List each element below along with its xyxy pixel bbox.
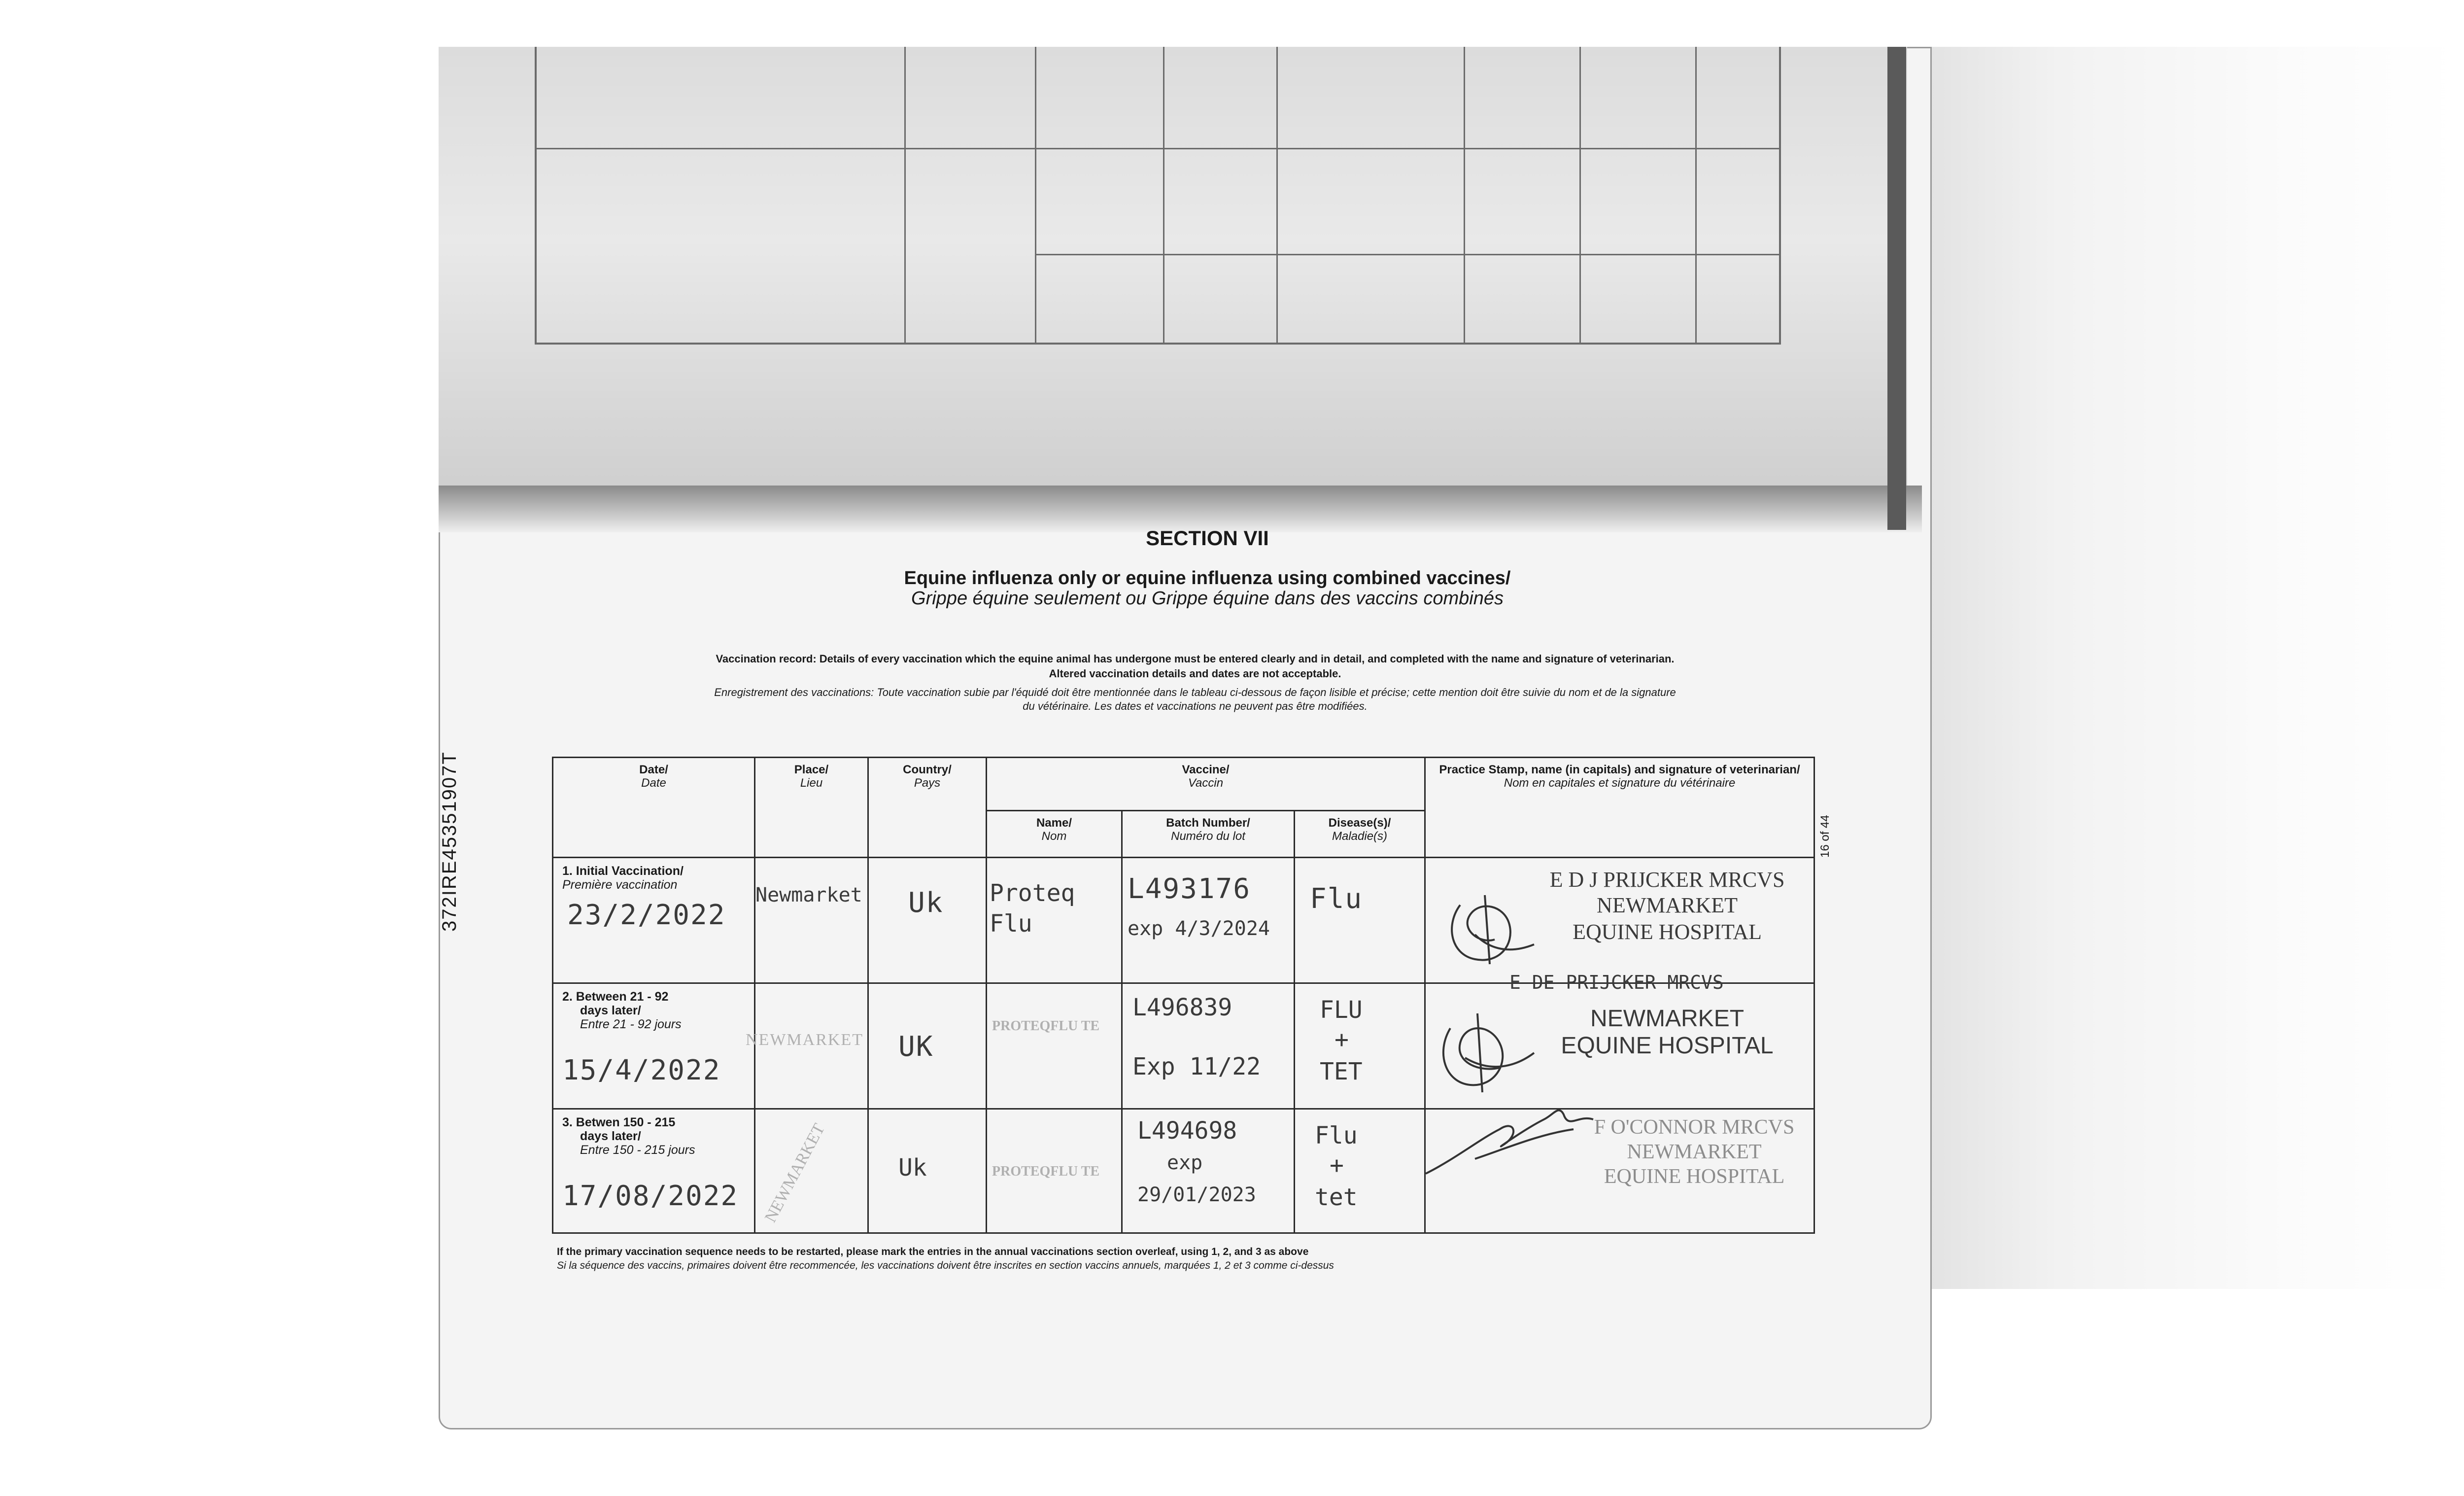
row2-practice-1: NEWMARKET — [1590, 1006, 1745, 1032]
row-label: 3. Betwen 150 - 215 — [562, 1115, 676, 1129]
row3-vet-name: F O'CONNOR MRCVS — [1594, 1116, 1795, 1139]
instructions-en: Vaccination record: Details of every vaccination which the equine animal has undergone must be entered clearly and in detail, and completed with the name and signature of veterinarian. — [716, 653, 1675, 665]
row1-practice-2: EQUINE HOSPITAL — [1573, 920, 1762, 944]
mirrored-rule — [1276, 47, 1278, 343]
row3-place: NEWMARKET — [761, 1120, 829, 1226]
spine-shadow — [1887, 47, 1906, 530]
row1-country-cell — [868, 858, 987, 983]
row2-vet-name: E DE PRIJCKER MRCVS — [1509, 972, 1724, 993]
table-row — [553, 983, 1814, 1109]
binding-shadow — [439, 486, 1922, 532]
row3-practice-1: NEWMARKET — [1627, 1141, 1762, 1163]
header-vaccine-name — [987, 811, 1122, 858]
instructions-fr: Enregistrement des vaccinations: Toute vaccination subie par l'équidé doit être mentionnée dans le tableau ci-dessous de façon lisible et précise; cette mention doit être suivie du nom et de la signature — [714, 686, 1676, 698]
mirrored-rule — [1779, 47, 1781, 343]
row1-practice-1: NEWMARKET — [1597, 893, 1738, 917]
header-place-label-fr: Lieu — [800, 776, 823, 790]
row2-disease: FLU — [1320, 996, 1363, 1024]
row1-place: Newmarket — [755, 884, 862, 906]
header-date-label: Date/ — [639, 763, 668, 776]
header-name-label: Name/ — [1036, 816, 1072, 830]
header-date — [553, 758, 755, 858]
header-name-label-fr: Nom — [1041, 830, 1067, 843]
signature-image — [1431, 999, 1539, 1102]
row2-date-cell — [553, 983, 755, 1109]
row2-batch-cell — [1122, 983, 1295, 1109]
scan-shadow — [1887, 47, 2459, 1289]
header-place-label: Place/ — [794, 763, 829, 776]
mirrored-rule — [1035, 254, 1781, 255]
row2-country: UK — [898, 1031, 934, 1063]
row3-vaccine-name: PROTEQFLU TE — [992, 1164, 1100, 1179]
section-title: SECTION VII — [1146, 526, 1269, 550]
header-disease — [1295, 811, 1425, 858]
row3-batch: L494698 — [1137, 1117, 1237, 1145]
passport-id: 372IRE45351907T — [439, 751, 460, 932]
header-disease-label: Disease(s)/ — [1328, 816, 1391, 830]
mirrored-rule — [535, 148, 1781, 149]
row2-place-cell — [746, 983, 868, 1109]
row3-disease-cell — [1295, 1109, 1425, 1233]
header-vaccine-label-fr: Vaccin — [1188, 776, 1224, 790]
row2-vaccine-name: PROTEQFLU TE — [992, 1018, 1100, 1034]
row1-vet-name: E D J PRIJCKER MRCVS — [1549, 868, 1785, 892]
row1-batch: L493176 — [1128, 873, 1251, 905]
header-stamp-label-fr: Nom en capitales et signature du vétérinaire — [1504, 776, 1736, 790]
page-number: 16 of 44 — [1818, 815, 1832, 858]
header-batch-label-fr: Numéro du lot — [1171, 830, 1245, 843]
row3-country-cell — [868, 1109, 987, 1233]
table-row — [553, 858, 1814, 983]
row3-batch-exp-date: 29/01/2023 — [1137, 1183, 1256, 1206]
instructions-fr-2: du vétérinaire. Les dates et vaccinations ne peuvent pas être modifiées. — [1023, 700, 1368, 712]
row2-batch-exp: Exp 11/22 — [1132, 1053, 1261, 1080]
mirrored-rule — [535, 343, 1781, 345]
row3-batch-cell — [1122, 1109, 1295, 1233]
footnote-fr: Si la séquence des vaccins, primaires doivent être recommencée, les vaccinations doivent être inscrites en section vaccins annuels, marquées 1, 2 et 3 comme ci-dessus — [557, 1260, 1334, 1271]
row3-practice-2: EQUINE HOSPITAL — [1604, 1165, 1785, 1188]
footnote-en: If the primary vaccination sequence needs to be restarted, please mark the entries in the annual vaccinations section overleaf, using 1, 2, and 3 as above — [557, 1246, 1309, 1257]
mirrored-rule — [904, 47, 906, 343]
row2-disease-cell — [1295, 983, 1425, 1109]
header-batch-label: Batch Number/ — [1166, 816, 1250, 830]
header-stamp-label: Practice Stamp, name (in capitals) and signature of veterinarian/ — [1439, 763, 1800, 776]
mirrored-rule — [1464, 47, 1465, 343]
row1-place-cell — [755, 858, 868, 983]
vaccination-table — [552, 757, 1815, 1234]
row-label-fr: Première vaccination — [562, 878, 678, 892]
row3-place-cell — [755, 1109, 868, 1233]
row1-vaccine-name: Proteq Flu — [990, 879, 1075, 938]
facing-page-upside-down — [439, 47, 1907, 530]
row2-vaccine-cell — [987, 983, 1122, 1109]
row-label-2: days later/ — [580, 1004, 641, 1017]
row2-place: NEWMARKET — [746, 1031, 863, 1049]
header-country-label-fr: Pays — [914, 776, 941, 790]
header-place — [755, 758, 868, 858]
row3-vaccine-cell — [987, 1109, 1122, 1233]
row1-date-cell — [553, 858, 755, 983]
row2-batch: L496839 — [1132, 994, 1232, 1021]
row1-stamp-cell — [1425, 858, 1814, 983]
row1-vaccine-cell — [987, 858, 1122, 983]
header-country-label: Country/ — [903, 763, 952, 776]
header-batch — [1122, 811, 1295, 858]
header-country — [868, 758, 987, 858]
row2-disease-tet: TET — [1320, 1058, 1363, 1085]
header-disease-label-fr: Maladie(s) — [1332, 830, 1388, 843]
mirrored-rule — [1035, 47, 1036, 343]
section-subtitle-fr: Grippe équine seulement ou Grippe équine dans des vaccins combinés — [911, 588, 1504, 609]
row3-date: 17/08/2022 — [562, 1180, 739, 1212]
row1-date: 23/2/2022 — [567, 899, 726, 931]
row1-disease-cell — [1295, 858, 1425, 983]
row3-disease-tet: tet — [1315, 1183, 1358, 1211]
row-label: 1. Initial Vaccination/ — [562, 864, 684, 878]
row-label: 2. Between 21 - 92 — [562, 990, 669, 1004]
row2-disease-plus: + — [1335, 1026, 1349, 1053]
row3-country: Uk — [898, 1154, 927, 1182]
row-label-fr: Entre 21 - 92 jours — [580, 1017, 682, 1031]
row1-country: Uk — [908, 887, 944, 919]
row1-disease: Flu — [1310, 883, 1363, 915]
row3-disease-plus: + — [1330, 1151, 1344, 1179]
row2-stamp-cell — [1425, 972, 1814, 1109]
row2-practice-2: EQUINE HOSPITAL — [1561, 1033, 1774, 1059]
header-vaccine — [987, 758, 1425, 811]
row-label-2: days later/ — [580, 1129, 641, 1143]
header-stamp — [1425, 758, 1814, 858]
table-row — [553, 1109, 1814, 1233]
mirrored-rule — [535, 47, 537, 343]
row2-country-cell — [868, 983, 987, 1109]
row-label-fr: Entre 150 - 215 jours — [580, 1143, 695, 1157]
mirrored-rule — [1695, 47, 1697, 343]
instructions-en-2: Altered vaccination details and dates are not acceptable. — [1049, 667, 1341, 680]
row1-batch-exp: exp 4/3/2024 — [1128, 917, 1270, 940]
row3-batch-exp: exp — [1167, 1151, 1203, 1174]
section-subtitle-en: Equine influenza only or equine influenza using combined vaccines/ — [904, 568, 1511, 589]
mirrored-rule — [1579, 47, 1581, 343]
header-date-label-fr: Date — [641, 776, 666, 790]
row3-disease: Flu — [1315, 1122, 1358, 1149]
row2-date: 15/4/2022 — [562, 1054, 721, 1086]
row3-date-cell — [553, 1109, 755, 1233]
row1-batch-cell — [1122, 858, 1295, 983]
header-vaccine-label: Vaccine/ — [1182, 763, 1230, 776]
row3-stamp-cell — [1425, 1109, 1814, 1233]
mirrored-rule — [1163, 47, 1164, 343]
